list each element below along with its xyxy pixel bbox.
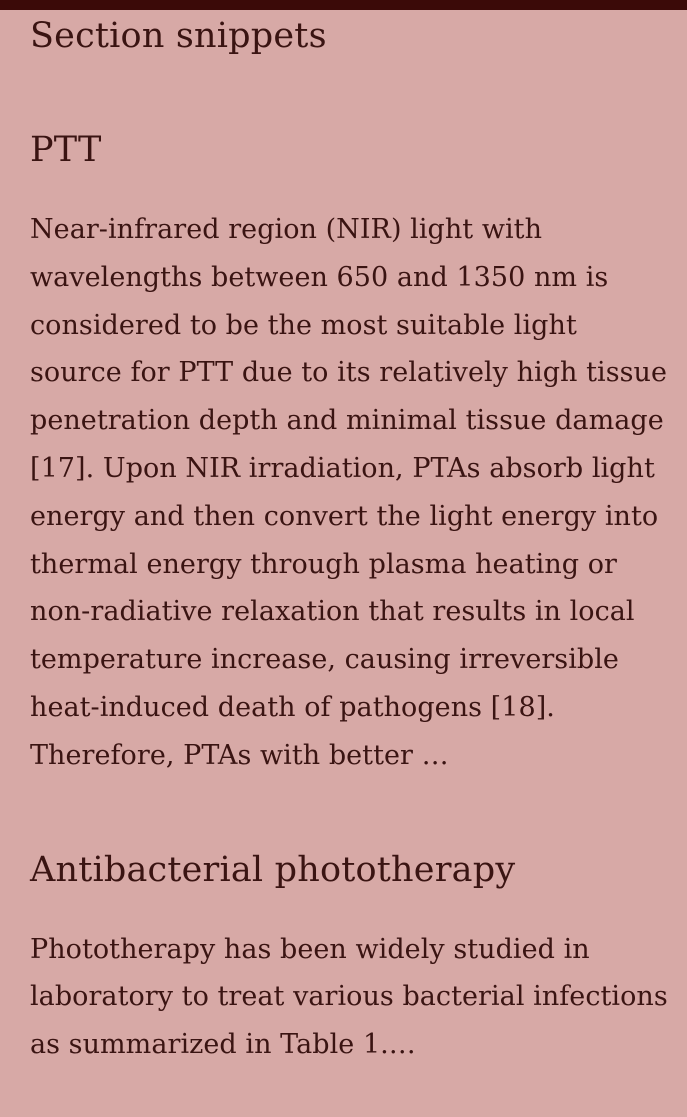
snippet-line: as summarized in Table 1.… [30,1029,416,1061]
snippet-line: [17]. Upon NIR irradiation, PTAs absorb light [30,452,655,484]
snippet-line: source for PTT due to its relatively high tissue [30,357,667,389]
snippet-section-antibacterial-phototherapy [30,846,668,1069]
snippet-line: Near-infrared region (NIR) light with [30,214,543,245]
snippets-content [30,12,668,1069]
top-bar [0,0,687,10]
snippet-line: non-radiative relaxation that results in local [30,596,635,628]
snippet-section-ptt [30,126,667,780]
snippet-line: Therefore, PTAs with better … [30,739,449,771]
snippet-line: heat-induced death of pathogens [18]. [30,691,555,723]
snippet-line: considered to be the most suitable light [30,309,577,341]
snippet-line: wavelengths between 650 and 1350 nm is [30,261,609,293]
snippet-line: laboratory to treat various bacterial infections [30,981,668,1013]
snippet-line: penetration depth and minimal tissue damage [30,405,664,437]
snippet-line: thermal energy through plasma heating or [30,548,617,580]
section-title: Section snippets [30,16,327,56]
snippet-line: Phototherapy has been widely studied in [30,933,590,965]
snippet-line: temperature increase, causing irreversible [30,644,619,676]
snippet-line: energy and then convert the light energy into [30,500,659,532]
snippet-heading-ptt[interactable]: PTT [30,130,102,170]
snippet-heading-antibacterial-phototherapy[interactable]: Antibacterial phototherapy [30,849,516,890]
snippet-text-antibacterial-phototherapy [30,926,668,1069]
snippet-text-ptt [30,206,667,780]
